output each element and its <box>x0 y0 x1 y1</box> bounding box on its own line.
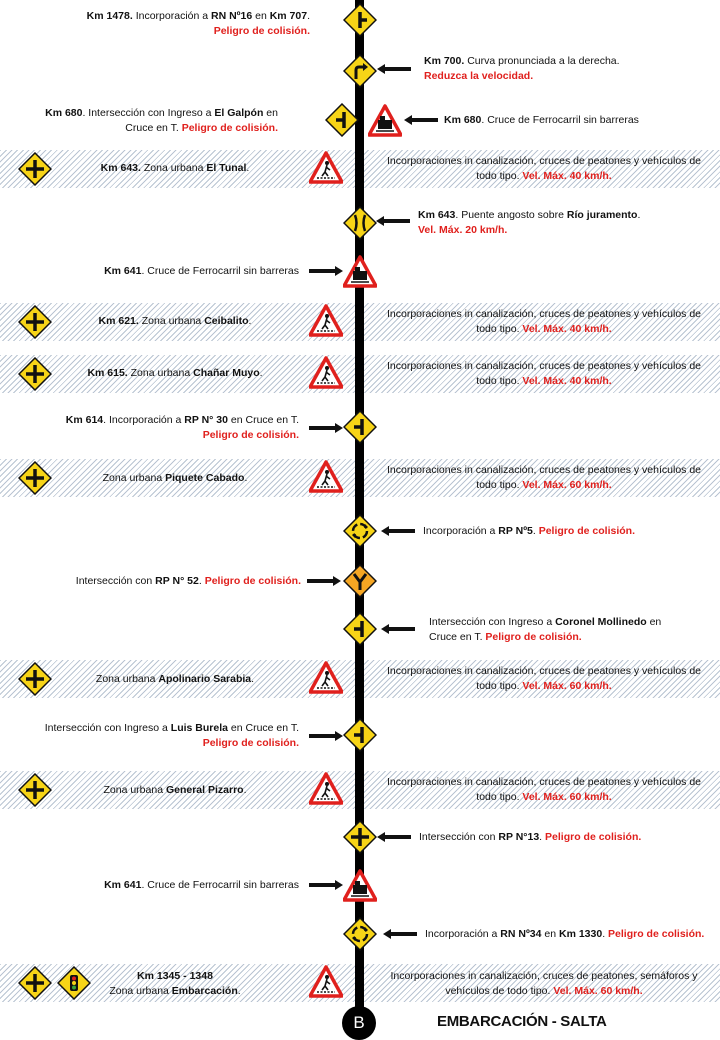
arrow-right-icon <box>309 880 343 890</box>
entry-rp13: Intersección con RP N°13. Peligro de colisión. <box>419 831 642 843</box>
railway-crossing-sign-icon <box>368 104 402 138</box>
pedestrian-crossing-sign-icon <box>309 151 343 185</box>
pedestrian-crossing-sign-icon <box>309 304 343 338</box>
destination-label: EMBARCACIÓN - SALTA <box>437 1013 607 1030</box>
crossroad-sign-icon <box>18 357 52 391</box>
crossroad-sign-icon <box>18 662 52 696</box>
entry-km641-railway: Km 641. Cruce de Ferrocarril sin barreras <box>104 265 299 277</box>
pedestrian-crossing-sign-icon <box>309 965 343 999</box>
entry-mollinedo: Intersección con Ingreso a Coronel Mollinedo en Cruce en T. Peligro de colisión. <box>429 616 662 643</box>
arrow-left-icon <box>376 216 410 226</box>
entry-km641-railway-2: Km 641. Cruce de Ferrocarril sin barreras <box>104 879 299 891</box>
entry-pizarro-zone: Zona urbana General Pizarro. <box>103 784 247 796</box>
zone-note: Incorporaciones in canalización, cruces de peatones y vehículos de todo tipo. Vel. Máx. 60 km/h. <box>386 776 702 803</box>
entry-burela: Intersección con Ingreso a Luis Burela en Cruce en T. Peligro de colisión. <box>44 722 299 749</box>
railway-crossing-sign-icon <box>343 255 377 289</box>
pedestrian-crossing-sign-icon <box>309 661 343 695</box>
arrow-left-icon <box>381 526 415 536</box>
narrow-bridge-sign-icon <box>343 206 377 240</box>
entry-sarabia-zone: Zona urbana Apolinario Sarabia. <box>95 673 255 685</box>
arrow-left-icon <box>383 929 417 939</box>
zone-note: Incorporaciones in canalización, cruces de peatones y vehículos de todo tipo. Vel. Máx. 60 km/h. <box>386 665 702 692</box>
arrow-right-icon <box>309 731 343 741</box>
roundabout-sign-icon <box>343 514 377 548</box>
entry-km700: Km 700. Curva pronunciada a la derecha. Reduzca la velocidad. <box>424 55 620 82</box>
entry-km1478: Km 1478. Incorporación a RN Nº16 en Km 707. Peligro de colisión. <box>86 10 310 37</box>
entry-km615-zone: Km 615. Zona urbana Chañar Muyo. <box>87 367 263 379</box>
entry-rp5: Incorporación a RP Nº5. Peligro de colisión. <box>423 525 635 537</box>
crossroad-sign-icon <box>18 305 52 339</box>
zone-note: Incorporaciones in canalización, cruces de peatones y vehículos de todo tipo. Vel. Máx. 40 km/h. <box>386 155 702 182</box>
t-junction-left-sign-icon <box>343 410 377 444</box>
zone-note: Incorporaciones in canalización, cruces de peatones y vehículos de todo tipo. Vel. Máx. 40 km/h. <box>386 308 702 335</box>
t-junction-left-sign-icon <box>343 612 377 646</box>
arrow-left-icon <box>377 64 411 74</box>
entry-rn34: Incorporación a RN Nº34 en Km 1330. Peligro de colisión. <box>425 928 705 940</box>
zone-note: Incorporaciones in canalización, cruces de peatones, semáforos y vehículos de todo tipo. Vel. Máx. 60 km/h. <box>390 970 698 997</box>
entry-km680-intersection: Km 680. Intersección con Ingreso a El Galpón en Cruce en T. Peligro de colisión. <box>45 107 278 134</box>
crossroad-sign-icon <box>18 461 52 495</box>
entry-km643-zone: Km 643. Zona urbana El Tunal. <box>100 162 250 174</box>
y-junction-sign-icon <box>343 564 377 598</box>
crossroad-sign-icon <box>18 152 52 186</box>
crossroad-sign-icon <box>18 773 52 807</box>
arrow-right-icon <box>309 423 343 433</box>
t-junction-left-sign-icon <box>343 718 377 752</box>
entry-km621-zone: Km 621. Zona urbana Ceibalito. <box>98 315 252 327</box>
road-line <box>355 0 364 1020</box>
entry-km614: Km 614. Incorporación a RP N° 30 en Cruce en T. Peligro de colisión. <box>65 414 299 441</box>
t-junction-left-sign-icon <box>343 3 377 37</box>
entry-km680-railway: Km 680. Cruce de Ferrocarril sin barreras <box>444 114 639 126</box>
zone-note: Incorporaciones in canalización, cruces de peatones y vehículos de todo tipo. Vel. Máx. 60 km/h. <box>386 464 702 491</box>
entry-km643-bridge: Km 643. Puente angosto sobre Río juramento. Vel. Máx. 20 km/h. <box>418 209 641 236</box>
arrow-right-icon <box>307 576 341 586</box>
pedestrian-crossing-sign-icon <box>309 460 343 494</box>
t-junction-left-sign-icon <box>325 103 359 137</box>
entry-piquete-zone: Zona urbana Piquete Cabado. <box>102 472 248 484</box>
route-end-marker: B <box>342 1006 376 1040</box>
arrow-right-icon <box>309 266 343 276</box>
railway-crossing-sign-icon <box>343 869 377 903</box>
pedestrian-crossing-sign-icon <box>309 772 343 806</box>
crossroad-sign-icon <box>343 820 377 854</box>
curve-right-sign-icon <box>343 54 377 88</box>
arrow-left-icon <box>404 115 438 125</box>
crossroad-sign-icon <box>18 966 52 1000</box>
zone-note: Incorporaciones in canalización, cruces de peatones y vehículos de todo tipo. Vel. Máx. 40 km/h. <box>386 360 702 387</box>
arrow-left-icon <box>381 624 415 634</box>
arrow-left-icon <box>377 832 411 842</box>
entry-rp52: Intersección con RP N° 52. Peligro de colisión. <box>75 575 301 587</box>
entry-embarcacion-zone: Km 1345 - 1348 Zona urbana Embarcación. <box>109 970 241 997</box>
roundabout-sign-icon <box>343 917 377 951</box>
pedestrian-crossing-sign-icon <box>309 356 343 390</box>
